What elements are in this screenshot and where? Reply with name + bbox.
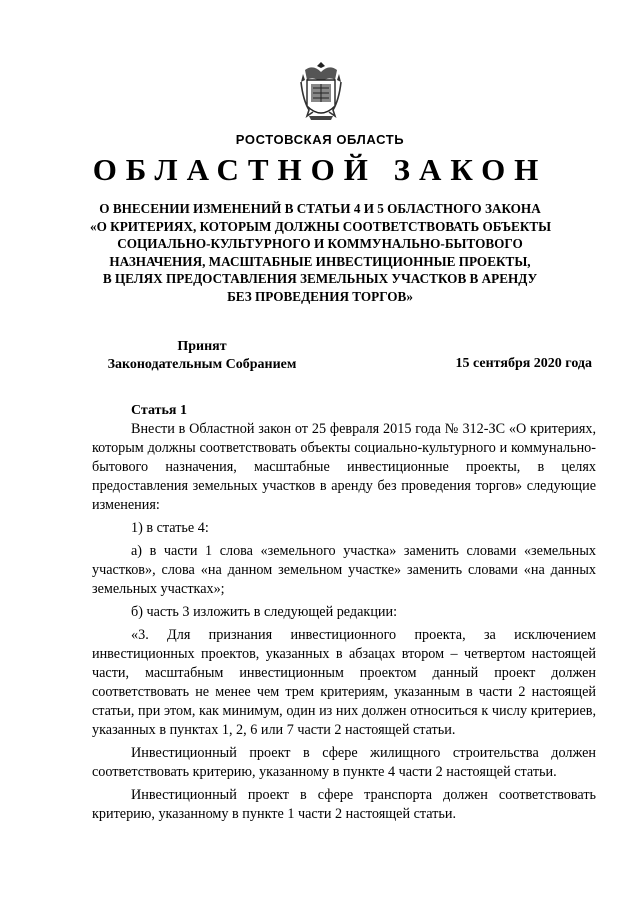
paragraph: б) часть 3 изложить в следующей редакции: <box>131 604 398 620</box>
subtitle-line: О ВНЕСЕНИИ ИЗМЕНЕНИЙ В СТАТЬИ 4 И 5 ОБЛАСТНОГО ЗАКОНА <box>99 201 541 216</box>
law-subtitle <box>90 200 550 306</box>
subtitle-line: «О КРИТЕРИЯХ, КОТОРЫМ ДОЛЖНЫ СООТВЕТСТВОВАТЬ ОБЪЕКТЫ <box>90 218 552 234</box>
paragraph: «3. Для признания инвестиционного проекта, за исключением инвестиционных проектов, указанных в абзацах втором – четвертом настоящей части, масштабным инвестиционным проектом данный проект должен соответствовать не менее чем трем критериям, указанным в части 2 настоящей статьи, при этом, как минимум, один из них должен относиться к числу критериев, указанных в пунктах 1, 2, 6 или 7 части 2 настоящей статьи. <box>92 627 596 738</box>
paragraph: Внести в Областной закон от 25 февраля 2015 года № 312-ЗС «О критериях, которым должны соответствовать объекты социально-культурного и коммунально-бытового назначения, масштабные инвестиционные проекты, в целях предоставления земельных участков в аренду без проведения торгов» следующие изменения: <box>92 421 596 513</box>
subtitle-line: НАЗНАЧЕНИЯ, МАСШТАБНЫЕ ИНВЕСТИЦИОННЫЕ ПРОЕКТЫ, <box>109 253 531 269</box>
coat-of-arms-icon <box>299 60 343 124</box>
article-heading: Статья 1 <box>131 403 187 418</box>
subtitle-line: СОЦИАЛЬНО-КУЛЬТУРНОГО И КОММУНАЛЬНО-БЫТОВОГО <box>117 236 523 252</box>
paragraph: 1) в статье 4: <box>131 520 209 536</box>
article-body <box>92 420 596 828</box>
adopted-label: Принят <box>177 339 227 354</box>
adopted-by-label: Законодательным Собранием <box>107 357 297 372</box>
paragraph: Инвестиционный проект в сфере транспорта должен соответствовать критерию, указанному в пункте 1 части 2 настоящей статьи. <box>92 787 596 822</box>
paragraph: Инвестиционный проект в сфере жилищного строительства должен соответствовать критерию, указанному в пункте 4 части 2 настоящей статьи. <box>92 745 596 780</box>
region-name: РОСТОВСКАЯ ОБЛАСТЬ <box>235 132 405 147</box>
document-title: ОБЛАСТНОЙ ЗАКОН <box>92 152 548 187</box>
adoption-date: 15 сентября 2020 года <box>455 356 592 371</box>
subtitle-line: В ЦЕЛЯХ ПРЕДОСТАВЛЕНИЯ ЗЕМЕЛЬНЫХ УЧАСТКОВ В АРЕНДУ <box>102 271 538 287</box>
paragraph: а) в части 1 слова «земельного участка» заменить словами «земельных участков», слова «на данном земельном участке» заменить словами «на данных земельных участках»; <box>92 543 596 597</box>
adoption-block <box>92 338 312 374</box>
subtitle-line: БЕЗ ПРОВЕДЕНИЯ ТОРГОВ» <box>227 288 413 304</box>
